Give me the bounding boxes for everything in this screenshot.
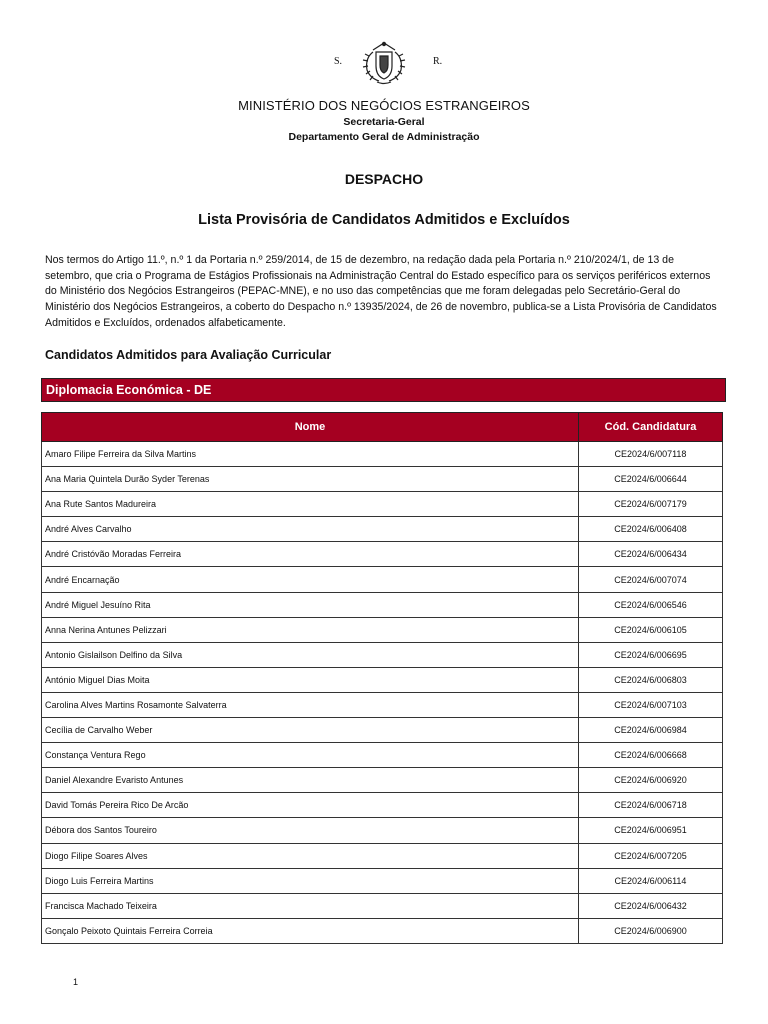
department-name: Departamento Geral de Administração — [288, 131, 480, 143]
secretariat-name: Secretaria-Geral — [343, 116, 425, 128]
candidate-name: António Miguel Dias Moita — [42, 667, 579, 692]
application-code: CE2024/6/007179 — [579, 492, 723, 517]
application-code: CE2024/6/006644 — [579, 467, 723, 492]
candidates-table — [41, 412, 723, 944]
application-code: CE2024/6/006434 — [579, 542, 723, 567]
candidate-name: André Alves Carvalho — [42, 517, 579, 542]
candidate-name: Carolina Alves Martins Rosamonte Salvaterra — [42, 692, 579, 717]
application-code: CE2024/6/006546 — [579, 592, 723, 617]
column-header-name: Nome — [42, 413, 579, 442]
table-row — [42, 818, 723, 843]
candidate-name: David Tomás Pereira Rico De Arcão — [42, 793, 579, 818]
candidate-name: Débora dos Santos Toureiro — [42, 818, 579, 843]
candidate-name: André Cristóvão Moradas Ferreira — [42, 542, 579, 567]
candidate-name: André Miguel Jesuíno Rita — [42, 592, 579, 617]
table-header-row — [42, 413, 723, 442]
document-type: DESPACHO — [344, 171, 424, 187]
intro-paragraph: Nos termos do Artigo 11.º, n.º 1 da Portaria n.º 259/2014, de 15 de dezembro, na redação dada pela Portaria n.º 210/2024/1, de 13 de setembro, que cria o Programa de Estágios Profissionais na Administração Central do Estado específico para os serviços periféricos externos do Ministério dos Negócios Estrangeiros (PEPAC-MNE), e no uso das competências que me foram delegadas pelo Secretário-Geral do Ministério dos Negócios Estrangeiros, a coberto do Despacho n.º 13935/2024, de 26 de novembro, publica-se a Lista Provisória de Candidatos Admitidos e Excluídos, ordenados alfabeticamente. — [45, 254, 717, 329]
table-row — [42, 768, 723, 793]
table-row — [42, 617, 723, 642]
application-code: CE2024/6/006951 — [579, 818, 723, 843]
candidate-name: Francisca Machado Teixeira — [42, 893, 579, 918]
table-row — [42, 868, 723, 893]
application-code: CE2024/6/006432 — [579, 893, 723, 918]
candidate-name: Antonio Gislailson Delfino da Silva — [42, 642, 579, 667]
section-heading: Candidatos Admitidos para Avaliação Curricular — [45, 348, 332, 362]
application-code: CE2024/6/006984 — [579, 718, 723, 743]
seal-letter-left: S. — [334, 56, 343, 67]
table-row — [42, 467, 723, 492]
application-code: CE2024/6/007103 — [579, 692, 723, 717]
column-header-code: Cód. Candidatura — [579, 413, 723, 442]
ministry-name: MINISTÉRIO DOS NEGÓCIOS ESTRANGEIROS — [238, 98, 530, 113]
application-code: CE2024/6/007205 — [579, 843, 723, 868]
candidate-name: Gonçalo Peixoto Quintais Ferreira Correia — [42, 918, 579, 943]
application-code: CE2024/6/007118 — [579, 442, 723, 467]
seal-letter-right: R. — [433, 56, 443, 67]
application-code: CE2024/6/006900 — [579, 918, 723, 943]
table-row — [42, 692, 723, 717]
candidate-name: Cecília de Carvalho Weber — [42, 718, 579, 743]
application-code: CE2024/6/006408 — [579, 517, 723, 542]
table-row — [42, 592, 723, 617]
candidate-name: André Encarnação — [42, 567, 579, 592]
application-code: CE2024/6/006105 — [579, 617, 723, 642]
table-row — [42, 517, 723, 542]
table-row — [42, 442, 723, 467]
table-row — [42, 743, 723, 768]
page-number: 1 — [73, 977, 79, 987]
candidate-name: Ana Rute Santos Madureira — [42, 492, 579, 517]
application-code: CE2024/6/006803 — [579, 667, 723, 692]
candidate-name: Diogo Luis Ferreira Martins — [42, 868, 579, 893]
table-row — [42, 667, 723, 692]
coat-of-arms-icon — [359, 40, 409, 86]
application-code: CE2024/6/007074 — [579, 567, 723, 592]
table-row — [42, 492, 723, 517]
table-row — [42, 843, 723, 868]
table-row — [42, 893, 723, 918]
candidate-name: Diogo Filipe Soares Alves — [42, 843, 579, 868]
category-band: Diplomacia Económica - DE — [41, 378, 726, 402]
table-row — [42, 542, 723, 567]
application-code: CE2024/6/006920 — [579, 768, 723, 793]
candidate-name: Amaro Filipe Ferreira da Silva Martins — [42, 442, 579, 467]
application-code: CE2024/6/006695 — [579, 642, 723, 667]
candidate-name: Daniel Alexandre Evaristo Antunes — [42, 768, 579, 793]
candidate-name: Anna Nerina Antunes Pelizzari — [42, 617, 579, 642]
table-row — [42, 642, 723, 667]
table-body — [42, 442, 723, 944]
table-row — [42, 793, 723, 818]
table-row — [42, 918, 723, 943]
application-code: CE2024/6/006114 — [579, 868, 723, 893]
application-code: CE2024/6/006718 — [579, 793, 723, 818]
document-title: Lista Provisória de Candidatos Admitidos e Excluídos — [198, 212, 570, 228]
candidate-name: Ana Maria Quintela Durão Syder Terenas — [42, 467, 579, 492]
table-row — [42, 567, 723, 592]
table-row — [42, 718, 723, 743]
application-code: CE2024/6/006668 — [579, 743, 723, 768]
candidate-name: Constança Ventura Rego — [42, 743, 579, 768]
